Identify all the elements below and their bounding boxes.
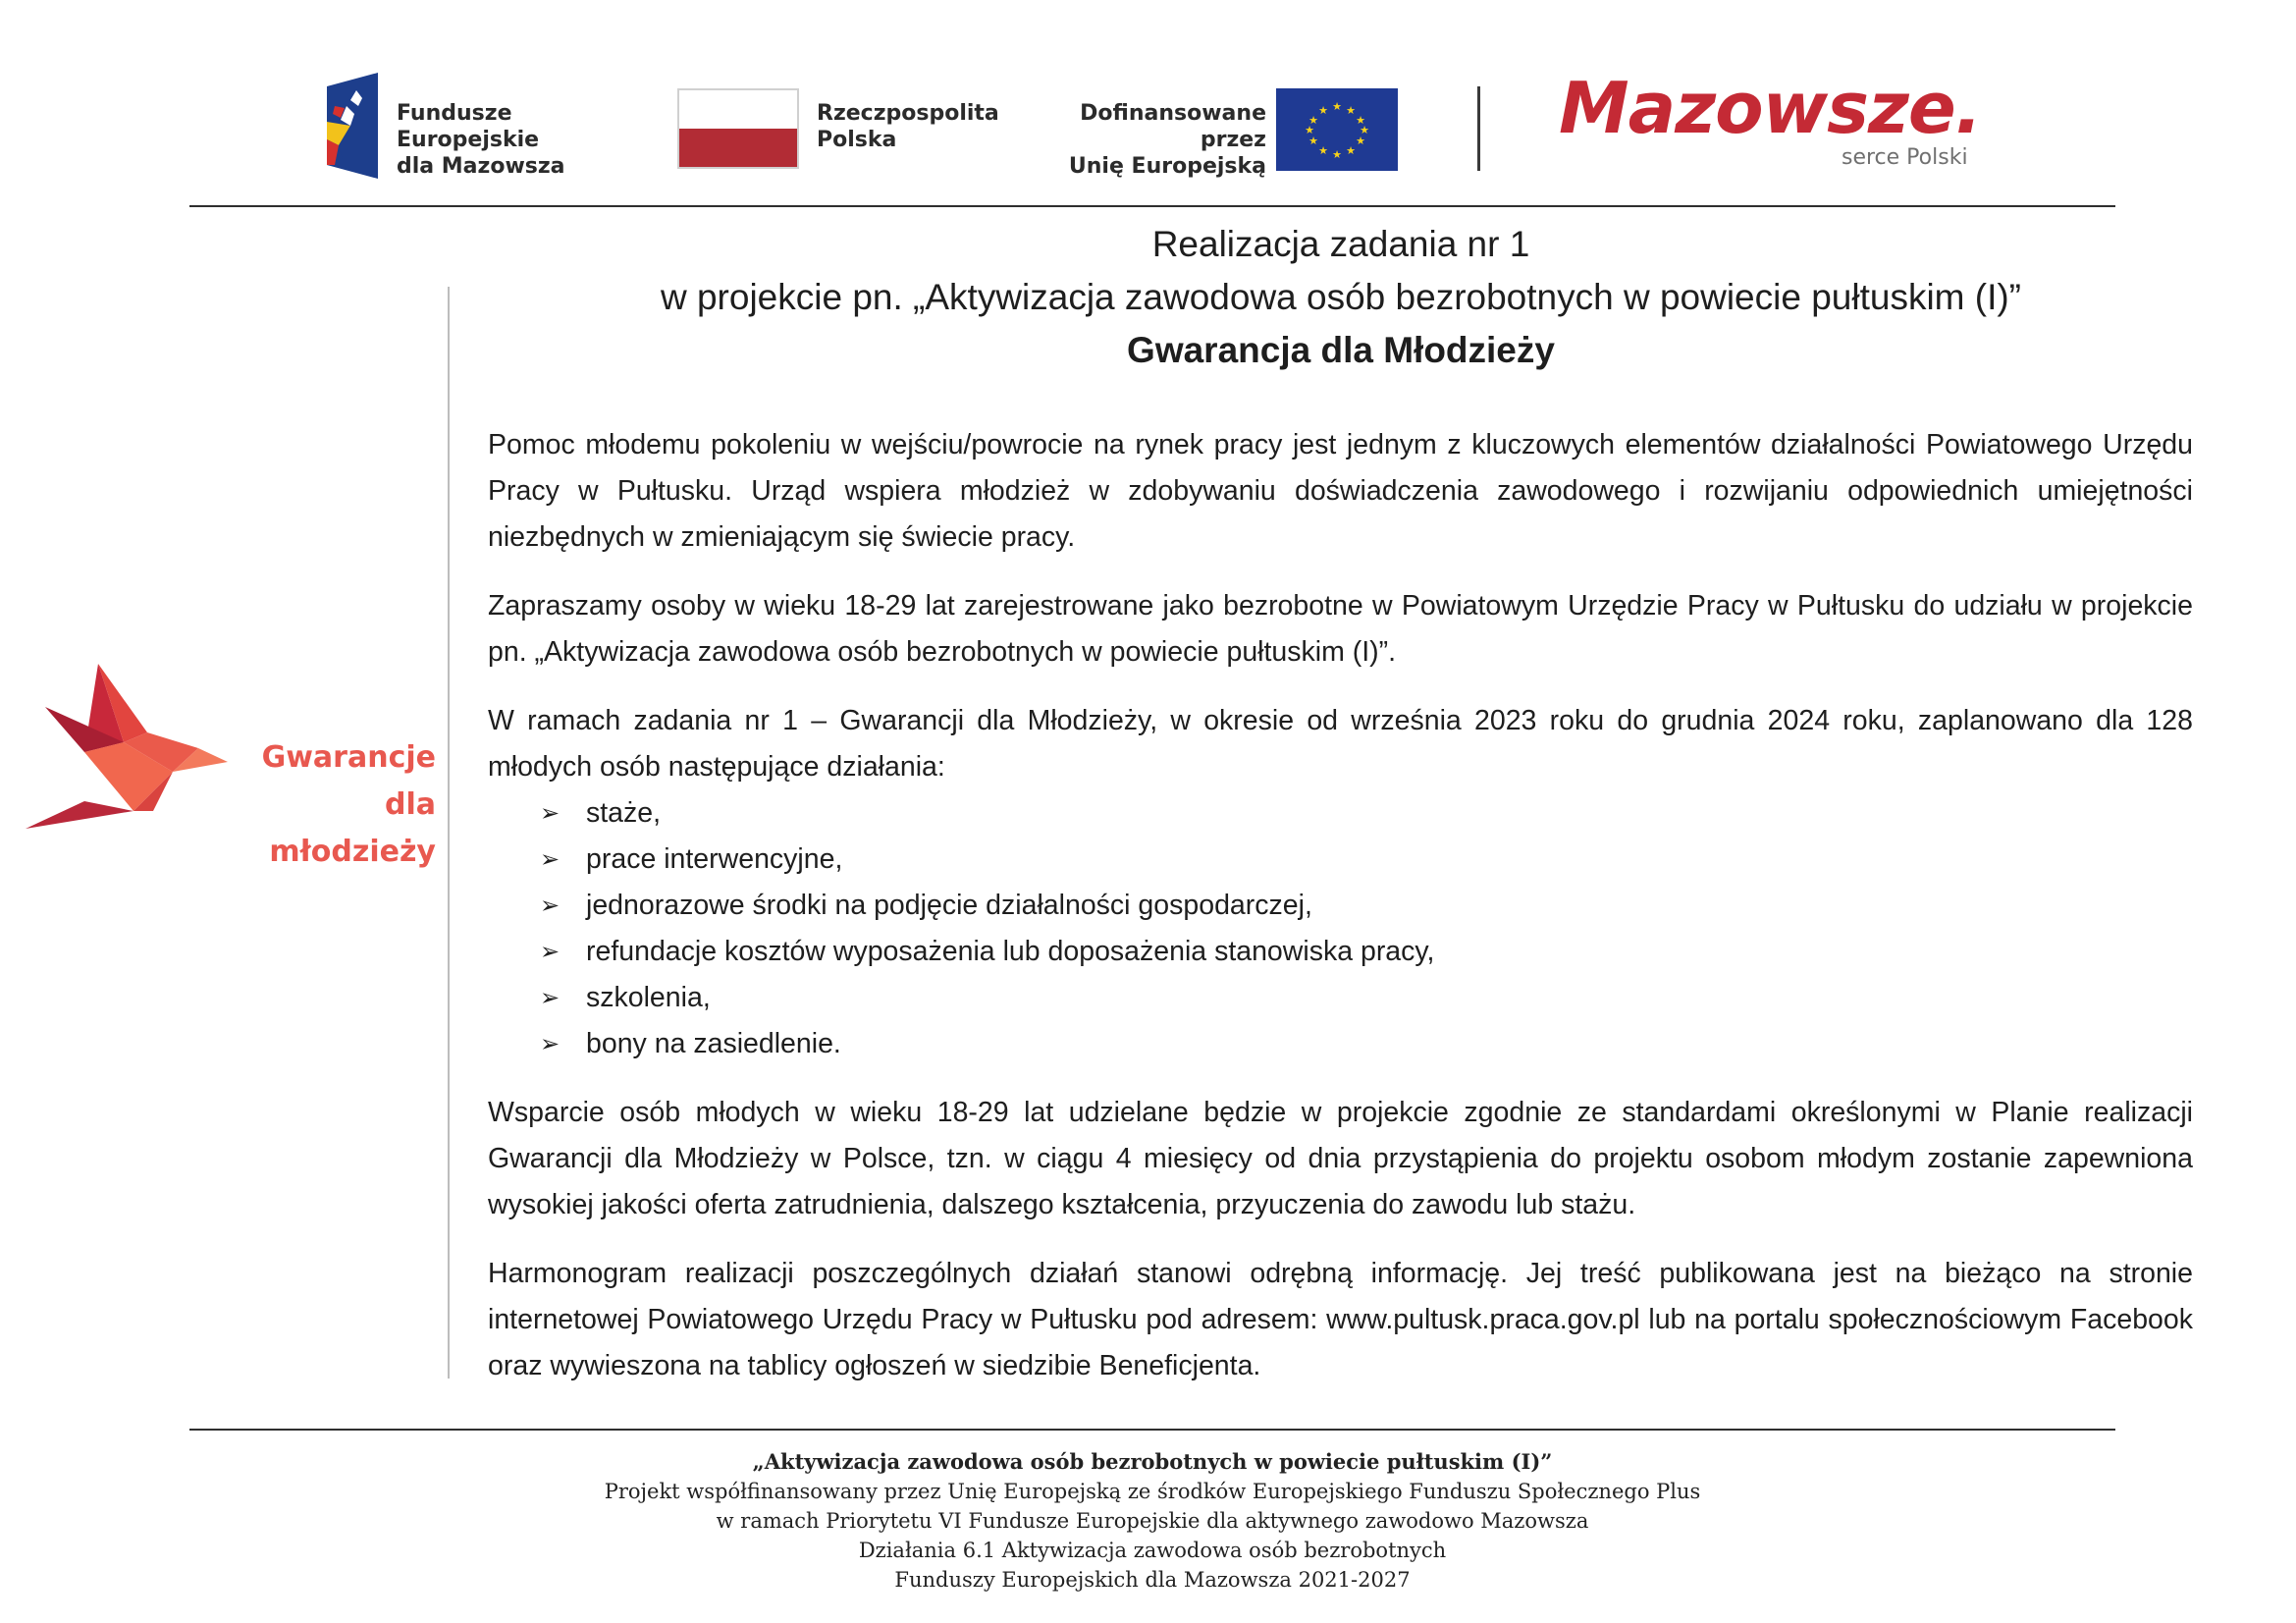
list-item-text: jednorazowe środki na podjęcie działalności gospodarczej, [586, 890, 1312, 921]
list-item [540, 790, 2193, 837]
svg-text:★: ★ [1318, 144, 1328, 157]
list-item [540, 975, 2193, 1021]
fundusze-europejskie-text [397, 100, 652, 180]
svg-text:★: ★ [1356, 135, 1365, 147]
rp-line1: Rzeczpospolita [817, 101, 999, 126]
title-line2: w projekcie pn. „Aktywizacja zawodowa osób bezrobotnych w powiecie pułtuskim (I)” [660, 277, 2022, 317]
svg-text:★: ★ [1356, 114, 1365, 127]
arrow-bullet-icon: ➢ [540, 1031, 561, 1057]
footer [189, 1447, 2115, 1595]
header-rule [189, 205, 2115, 207]
logo-divider [1477, 86, 1480, 171]
list-item-text: szkolenia, [586, 982, 711, 1013]
paragraph-1: Pomoc młodemu pokoleniu w wejściu/powrocie na rynek pracy jest jednym z kluczowych elementów działalności Powiatowego Urzędu Pracy w Pułtusku. Urząd wspiera młodzież w zdobywaniu doświadczenia zawodowego i rozwijaniu odpowiednich umiejętności niezbędnych w zmieniającym się świecie pracy. [488, 429, 2193, 553]
svg-text:★: ★ [1332, 100, 1342, 113]
footer-line3: w ramach Priorytetu VI Fundusze Europejskie dla aktywnego zawodowo Mazowsza [716, 1509, 1589, 1533]
mazowsze-tagline: serce Polski [1842, 145, 1968, 170]
polish-flag-icon [677, 88, 799, 169]
footer-line2: Projekt współfinansowany przez Unię Europejską ze środków Europejskiego Funduszu Społecznego Plus [604, 1480, 1701, 1503]
ue-line2: Unię Europejską [1068, 154, 1266, 179]
fundusze-europejskie-logo-icon [321, 71, 384, 181]
list-item-text: prace interwencyjne, [586, 843, 843, 875]
list-item [540, 1021, 2193, 1067]
paragraph-5: Harmonogram realizacji poszczególnych działań stanowi odrębną informację. Jej treść publikowana jest na bieżąco na stronie internetowej Powiatowego Urzędu Pracy w Pułtusku pod adresem: www.pultusk.praca.gov.pl lub na portalu społecznościowym Facebook oraz wywieszona na tablicy ogłoszeń w siedzibie Beneficjenta. [488, 1258, 2193, 1381]
rzeczpospolita-text [817, 100, 1023, 153]
paragraph-3: W ramach zadania nr 1 – Gwarancji dla Młodzieży, w okresie od września 2023 roku do grudnia 2024 roku, zaplanowano dla 128 młodych osób następujące działania: [488, 705, 2193, 783]
svg-text:★: ★ [1305, 124, 1314, 136]
logo-bar [0, 0, 2296, 196]
paragraph-4: Wsparcie osób młodych w wieku 18-29 lat udzielane będzie w projekcie zgodnie ze standardami określonymi w Planie realizacji Gwarancji dla Młodzieży w Polsce, tzn. w ciągu 4 miesięcy od dnia przystąpienia do projektu osobom młodym zostanie zapewniona wysokiej jakości oferta zatrudnienia, dalszego kształcenia, przyuczenia do zawodu lub stażu. [488, 1097, 2193, 1220]
title-line1: Realizacja zadania nr 1 [1151, 224, 1530, 264]
eu-flag-icon [1276, 88, 1398, 171]
svg-text:★: ★ [1332, 148, 1342, 161]
origami-bird-icon [26, 664, 232, 831]
ue-line1: Dofinansowane przez [1080, 101, 1266, 152]
badge-line1: Gwarancje [261, 740, 436, 775]
svg-text:★: ★ [1308, 114, 1318, 127]
list-item [540, 883, 2193, 929]
fe-line2: dla Mazowsza [397, 154, 565, 179]
footer-line1: „Aktywizacja zawodowa osób bezrobotnych w powiecie pułtuskim (I)” [752, 1449, 1553, 1474]
svg-text:★: ★ [1360, 124, 1369, 136]
arrow-bullet-icon: ➢ [540, 893, 561, 919]
list-item [540, 929, 2193, 975]
svg-text:★: ★ [1318, 104, 1328, 117]
arrow-bullet-icon: ➢ [540, 846, 561, 873]
gwarancje-badge-text [208, 734, 436, 876]
arrow-bullet-icon: ➢ [540, 939, 561, 965]
svg-text:★: ★ [1308, 135, 1318, 147]
mazowsze-logo: Mazowsze. [1559, 67, 1982, 149]
svg-text:★: ★ [1346, 144, 1356, 157]
document-body [488, 422, 2193, 1412]
activities-list [488, 790, 2193, 1067]
footer-line4: Działania 6.1 Aktywizacja zawodowa osób bezrobotnych [858, 1539, 1447, 1562]
list-item-text: staże, [586, 797, 662, 829]
left-margin-rule [448, 287, 450, 1379]
badge-line2: dla młodzieży [269, 787, 436, 869]
list-item-text: refundacje kosztów wyposażenia lub doposażenia stanowiska pracy, [586, 936, 1435, 967]
document-title [489, 218, 2193, 377]
fe-line1: Fundusze Europejskie [397, 101, 540, 152]
list-item [540, 837, 2193, 883]
paragraph-2: Zapraszamy osoby w wieku 18-29 lat zarejestrowane jako bezrobotne w Powiatowym Urzędzie Pracy w Pułtusku do udziału w projekcie pn. „Aktywizacja zawodowa osób bezrobotnych w powiecie pułtuskim (I)”. [488, 590, 2193, 668]
footer-rule [189, 1429, 2115, 1431]
rp-line2: Polska [817, 128, 897, 152]
footer-line5: Funduszy Europejskich dla Mazowsza 2021-2027 [894, 1568, 1411, 1592]
list-item-text: bony na zasiedlenie. [586, 1028, 841, 1059]
title-line3: Gwarancja dla Młodzieży [1127, 330, 1555, 370]
arrow-bullet-icon: ➢ [540, 985, 561, 1011]
arrow-bullet-icon: ➢ [540, 800, 561, 827]
svg-text:★: ★ [1346, 104, 1356, 117]
eu-cofinanced-text [1021, 100, 1266, 180]
